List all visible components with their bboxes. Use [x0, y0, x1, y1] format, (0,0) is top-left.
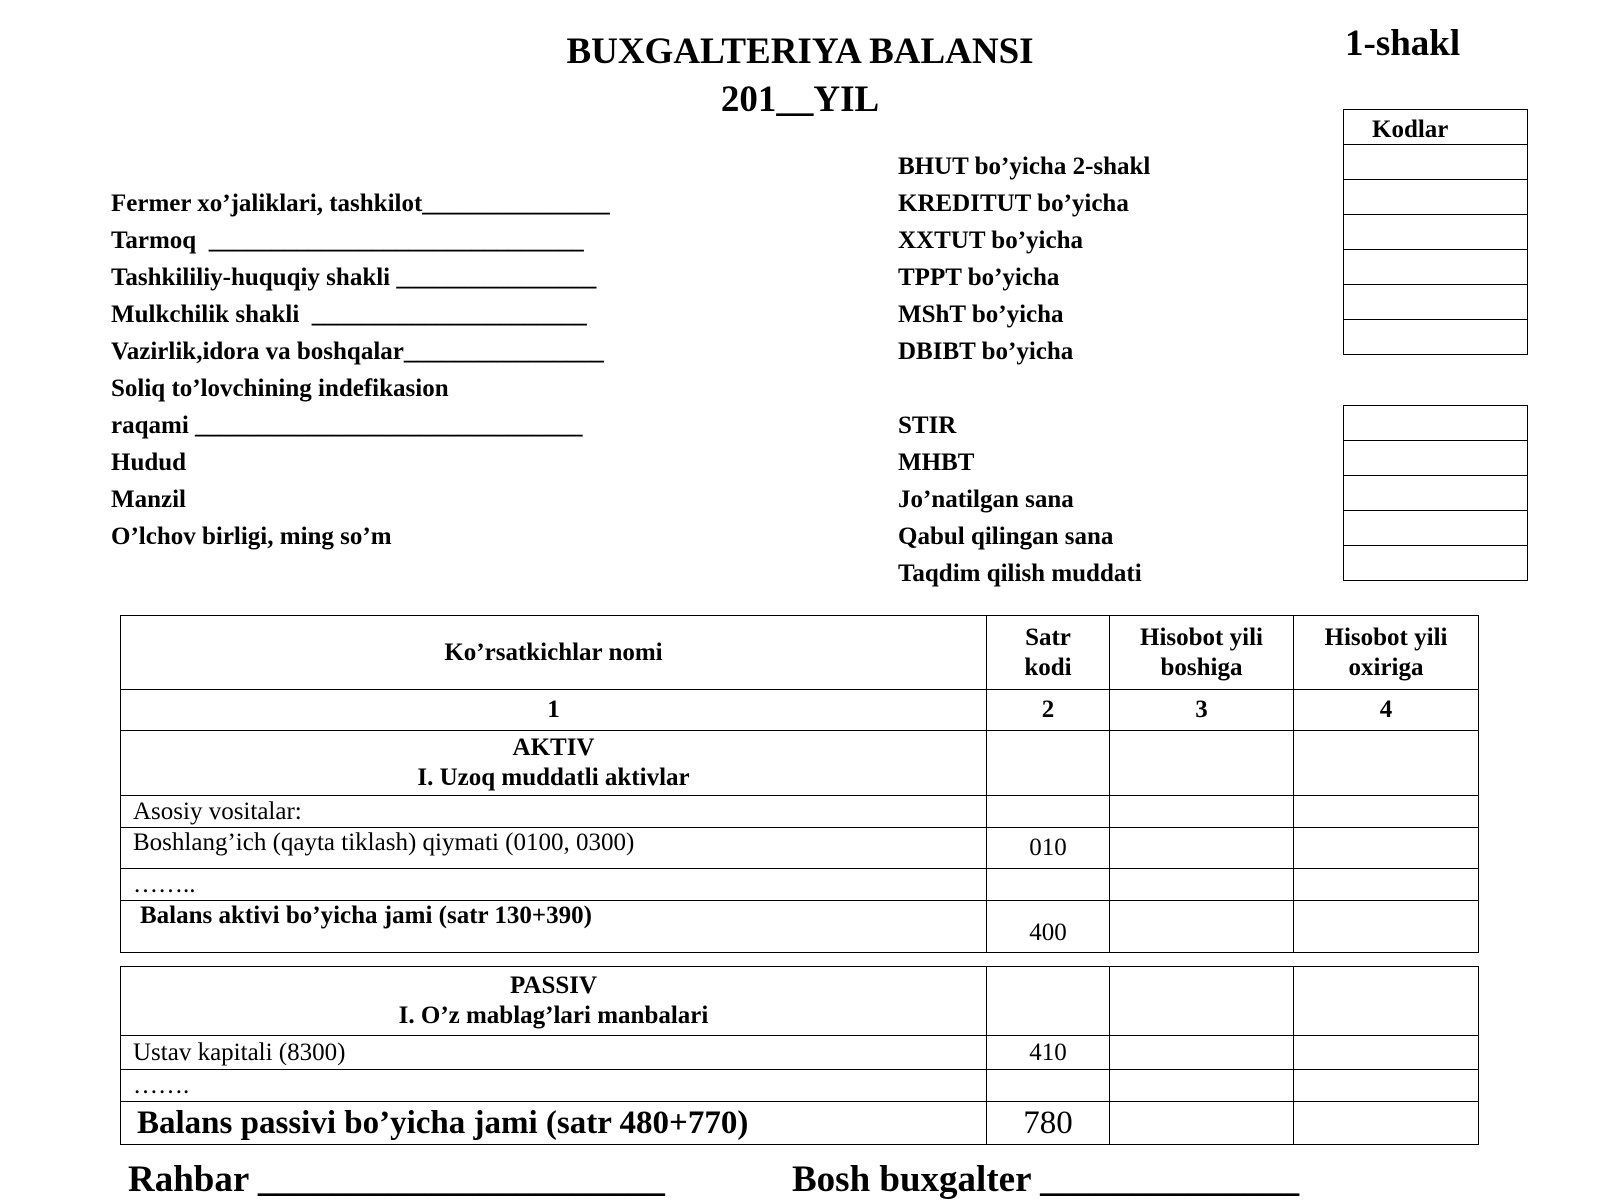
code-cell-stir[interactable]	[1344, 406, 1528, 441]
col-header-start-line2: boshiga	[1160, 653, 1243, 681]
total-row	[121, 1102, 1479, 1145]
col-header-code-line1: Satr	[1025, 623, 1071, 651]
code-label-tppt: TPPT bo’yicha	[898, 264, 1060, 291]
code-label-mhbt: MHBT	[898, 449, 975, 476]
col-header-code	[987, 616, 1110, 690]
field-branch: Tarmoq ______________________________	[111, 227, 584, 254]
table-row	[121, 1036, 1479, 1070]
passiv-section-title: I. O’z mablag’lari manbalari	[398, 1002, 709, 1029]
codes-header: Kodlar	[1344, 110, 1528, 145]
code-cell-sent-date[interactable]	[1344, 476, 1528, 511]
field-ownership: Mulkchilik shakli ______________________	[111, 301, 587, 328]
value-cell[interactable]	[1294, 901, 1479, 953]
field-legal-form: Tashkililiy-huquqiy shakli ________________	[111, 264, 597, 291]
code-label-bhut: BHUT bo’yicha 2-shakl	[898, 153, 1151, 180]
code-cell-deadline[interactable]	[1344, 546, 1528, 581]
aktiv-total-code: 400	[987, 901, 1110, 953]
col-number-2: 2	[987, 690, 1110, 731]
value-cell[interactable]	[1294, 967, 1479, 1036]
value-cell[interactable]	[1110, 731, 1294, 796]
row-label: ……..	[121, 869, 987, 901]
balance-aktiv-table	[120, 615, 1479, 953]
row-label: …….	[121, 1070, 987, 1102]
col-header-end-line1: Hisobot yili	[1324, 623, 1448, 651]
col-header-start-line1: Hisobot yili	[1140, 623, 1263, 651]
value-cell[interactable]	[1294, 828, 1479, 869]
value-cell[interactable]	[1294, 1070, 1479, 1102]
value-cell[interactable]	[1294, 1102, 1479, 1145]
value-cell[interactable]	[1110, 967, 1294, 1036]
value-cell[interactable]	[1110, 869, 1294, 901]
row-code	[987, 796, 1110, 828]
document-year: 201__YIL	[720, 79, 880, 120]
table-row	[121, 828, 1479, 869]
codes-table-2	[1343, 405, 1528, 581]
field-taxpayer-number: raqami _______________________________	[111, 412, 583, 439]
empty-cell	[987, 967, 1110, 1036]
document-title: BUXGALTERIYA BALANSI	[566, 31, 1034, 72]
code-label-deadline: Taqdim qilish muddati	[898, 560, 1142, 587]
row-code: 410	[987, 1036, 1110, 1070]
code-cell-bhut[interactable]	[1344, 145, 1528, 180]
col-number-4: 4	[1294, 690, 1479, 731]
col-header-end	[1294, 616, 1479, 690]
row-code	[987, 1070, 1110, 1102]
col-header-end-line2: oxiriga	[1348, 653, 1424, 681]
table-row	[121, 869, 1479, 901]
passiv-total-code: 780	[987, 1102, 1110, 1145]
col-number-3: 3	[1110, 690, 1294, 731]
director-signature-line: Rahbar ______________________	[128, 1159, 665, 1200]
aktiv-total-label: Balans aktivi bo’yicha jami (satr 130+390)	[121, 901, 987, 953]
col-header-code-line2: kodi	[1024, 653, 1072, 681]
field-address: Manzil	[111, 486, 186, 513]
table-row	[121, 796, 1479, 828]
code-cell-dbibt[interactable]	[1344, 320, 1528, 355]
codes-table	[1343, 109, 1528, 355]
value-cell[interactable]	[1110, 796, 1294, 828]
value-cell[interactable]	[1110, 828, 1294, 869]
row-label: Boshlang’ich (qayta tiklash) qiymati (0100, 0300)	[121, 828, 987, 869]
accountant-signature-line: Bosh buxgalter ______________	[792, 1159, 1300, 1200]
table-row	[121, 1070, 1479, 1102]
aktiv-section-title: I. Uzoq muddatli aktivlar	[417, 764, 690, 791]
passiv-total-label: Balans passivi bo’yicha jami (satr 480+770)	[121, 1102, 987, 1145]
empty-cell	[987, 731, 1110, 796]
balance-passiv-table	[120, 966, 1479, 1145]
code-cell-tppt[interactable]	[1344, 250, 1528, 285]
value-cell[interactable]	[1110, 1036, 1294, 1070]
passiv-heading: PASSIV	[509, 972, 598, 999]
col-header-start	[1110, 616, 1294, 690]
row-label: Asosiy vositalar:	[121, 796, 987, 828]
col-header-name: Ko’rsatkichlar nomi	[121, 616, 987, 690]
code-label-received-date: Qabul qilingan sana	[898, 523, 1114, 550]
value-cell[interactable]	[1110, 901, 1294, 953]
code-label-kreditut: KREDITUT bo’yicha	[898, 190, 1129, 217]
field-ministry: Vazirlik,idora va boshqalar________________	[111, 338, 604, 365]
field-organization: Fermer xo’jaliklari, tashkilot_______________	[111, 190, 610, 217]
value-cell[interactable]	[1110, 1070, 1294, 1102]
code-cell-received-date[interactable]	[1344, 511, 1528, 546]
row-code	[987, 869, 1110, 901]
value-cell[interactable]	[1294, 731, 1479, 796]
code-cell-msht[interactable]	[1344, 285, 1528, 320]
form-number: 1-shakl	[1345, 23, 1461, 64]
value-cell[interactable]	[1110, 1102, 1294, 1145]
row-code: 010	[987, 828, 1110, 869]
code-cell-kreditut[interactable]	[1344, 180, 1528, 215]
total-row	[121, 901, 1479, 953]
col-number-1: 1	[121, 690, 987, 731]
code-cell-xxtut[interactable]	[1344, 215, 1528, 250]
aktiv-heading: AKTIV	[512, 734, 595, 761]
code-label-xxtut: XXTUT bo’yicha	[898, 227, 1083, 254]
aktiv-section-header	[121, 731, 987, 796]
passiv-section-header	[121, 967, 987, 1036]
field-unit: O’lchov birligi, ming so’m	[111, 523, 392, 550]
code-label-sent-date: Jo’natilgan sana	[898, 486, 1074, 513]
code-label-stir: STIR	[898, 412, 957, 439]
value-cell[interactable]	[1294, 796, 1479, 828]
code-label-msht: MShT bo’yicha	[898, 301, 1064, 328]
field-taxpayer-label: Soliq to’lovchining indefikasion	[111, 375, 449, 402]
value-cell[interactable]	[1294, 1036, 1479, 1070]
value-cell[interactable]	[1294, 869, 1479, 901]
code-cell-mhbt[interactable]	[1344, 441, 1528, 476]
code-label-dbibt: DBIBT bo’yicha	[898, 338, 1074, 365]
row-label: Ustav kapitali (8300)	[121, 1036, 987, 1070]
field-region: Hudud	[111, 449, 187, 476]
